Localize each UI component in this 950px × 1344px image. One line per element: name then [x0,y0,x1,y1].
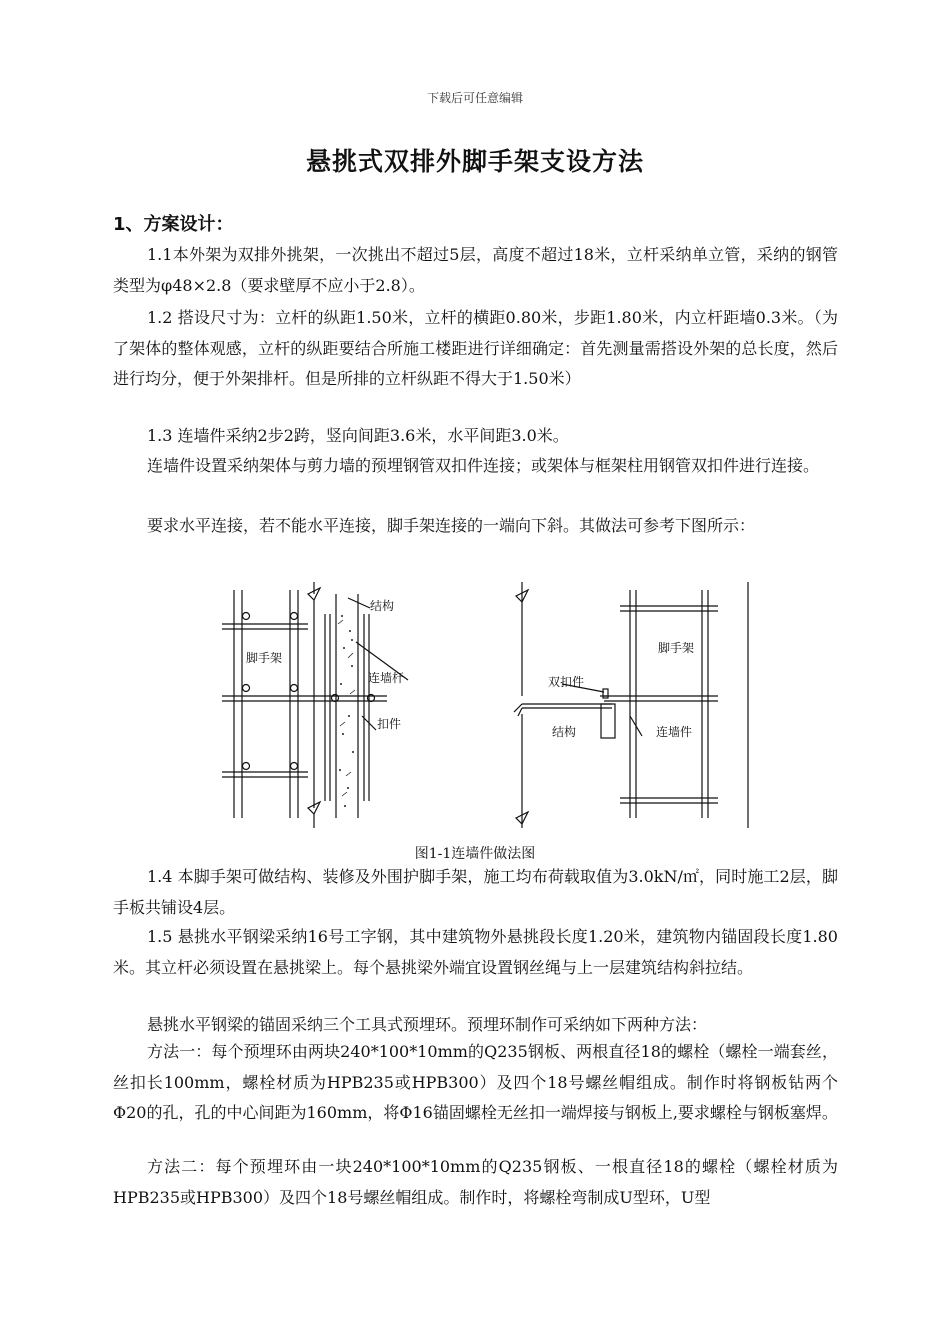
paragraph-method-2: 方法二：每个预埋环由一块240*100*10mm的Q235钢板、一根直径18的螺栓（螺栓材质为HPB235或HPB300）及四个18号螺丝帽组成。制作时，将螺栓弯制成U型环，U型 [113,1157,838,1207]
figure-caption: 图1-1连墙件做法图 [414,846,536,862]
paragraph-1-3: 1.3 连墙件采纳2步2跨，竖向间距3.6米，水平间距3.0米。 [147,426,569,445]
paragraph-1-4: 1.4 本脚手架可做结构、装修及外围护脚手架，施工均布荷载取值为3.0kN/㎡，同时施工2层，脚手板共铺设4层。 [113,867,838,917]
left-diagram [222,582,408,828]
paragraph-1-1: 1.1本外架为双排外挑架，一次挑出不超过5层，高度不超过18米，立杆采纳单立管，采纳的钢管类型为φ48×2.8（要求壁厚不应小于2.8）。 [113,245,838,295]
label-right-double-coupler: 双扣件 [548,675,585,689]
section-heading: 1、方案设计： [113,214,234,235]
concrete-hatch [339,615,354,807]
paragraph-1-5: 1.5 悬挑水平钢梁采纳16号工字钢，其中建筑物外悬挑段长度1.20米，建筑物内锚固段长度1.80米。其立杆必须设置在悬挑梁上。每个悬挑梁外端宜设置钢丝绳与上一层建筑结构斜拉结。 [113,927,838,977]
label-left-scaffold: 脚手架 [246,651,283,665]
header-note: 下载后可任意编辑 [426,91,523,105]
label-right-scaffold: 脚手架 [658,641,695,655]
paragraph-method-1: 方法一：每个预埋环由两块240*100*10mm的Q235钢板、两根直径18的螺栓（螺栓一端套丝，丝扣长100mm，螺栓材质为HPB235或HPB300）及四个18号螺丝帽组成。制作时将钢板钻两个Φ20的孔，孔的中心间距为160mm，将Φ16锚固螺栓无丝扣一端焊接与钢板上,要求螺栓与钢板塞焊。 [113,1042,838,1122]
label-right-tie-bar: 连墙件 [656,725,693,739]
paragraph-tie-setup: 连墙件设置采纳架体与剪力墙的预埋钢管双扣件连接；或架体与框架柱用钢管双扣件进行连接。 [147,456,820,475]
label-left-coupler: 扣件 [377,717,402,731]
page-title: 悬挑式双排外脚手架支设方法 [305,147,644,176]
paragraph-anchorage: 悬挑水平钢梁的锚固采纳三个工具式预埋环。预埋环制作可采纳如下两种方法： [147,1015,708,1034]
label-right-structure: 结构 [552,725,577,739]
paragraph-tie-requirement: 要求水平连接，若不能水平连接，脚手架连接的一端向下斜。其做法可参考下图所示： [147,516,756,535]
label-left-structure: 结构 [370,599,395,613]
tie-detail-figure [212,576,772,834]
paragraph-1-2: 1.2 搭设尺寸为：立杆的纵距1.50米，立杆的横距0.80米，步距1.80米，内立杆距墙0.3米。（为了架体的整体观感，立杆的纵距要结合所施工楼距进行详细确定：首先测量需搭设外架的总长度，然后进行均分，便于外架排杆。但是所排的立杆纵距不得大于1.50米） [113,308,838,388]
right-diagram [514,582,748,828]
label-left-tie-bar: 连墙杆 [368,671,405,685]
